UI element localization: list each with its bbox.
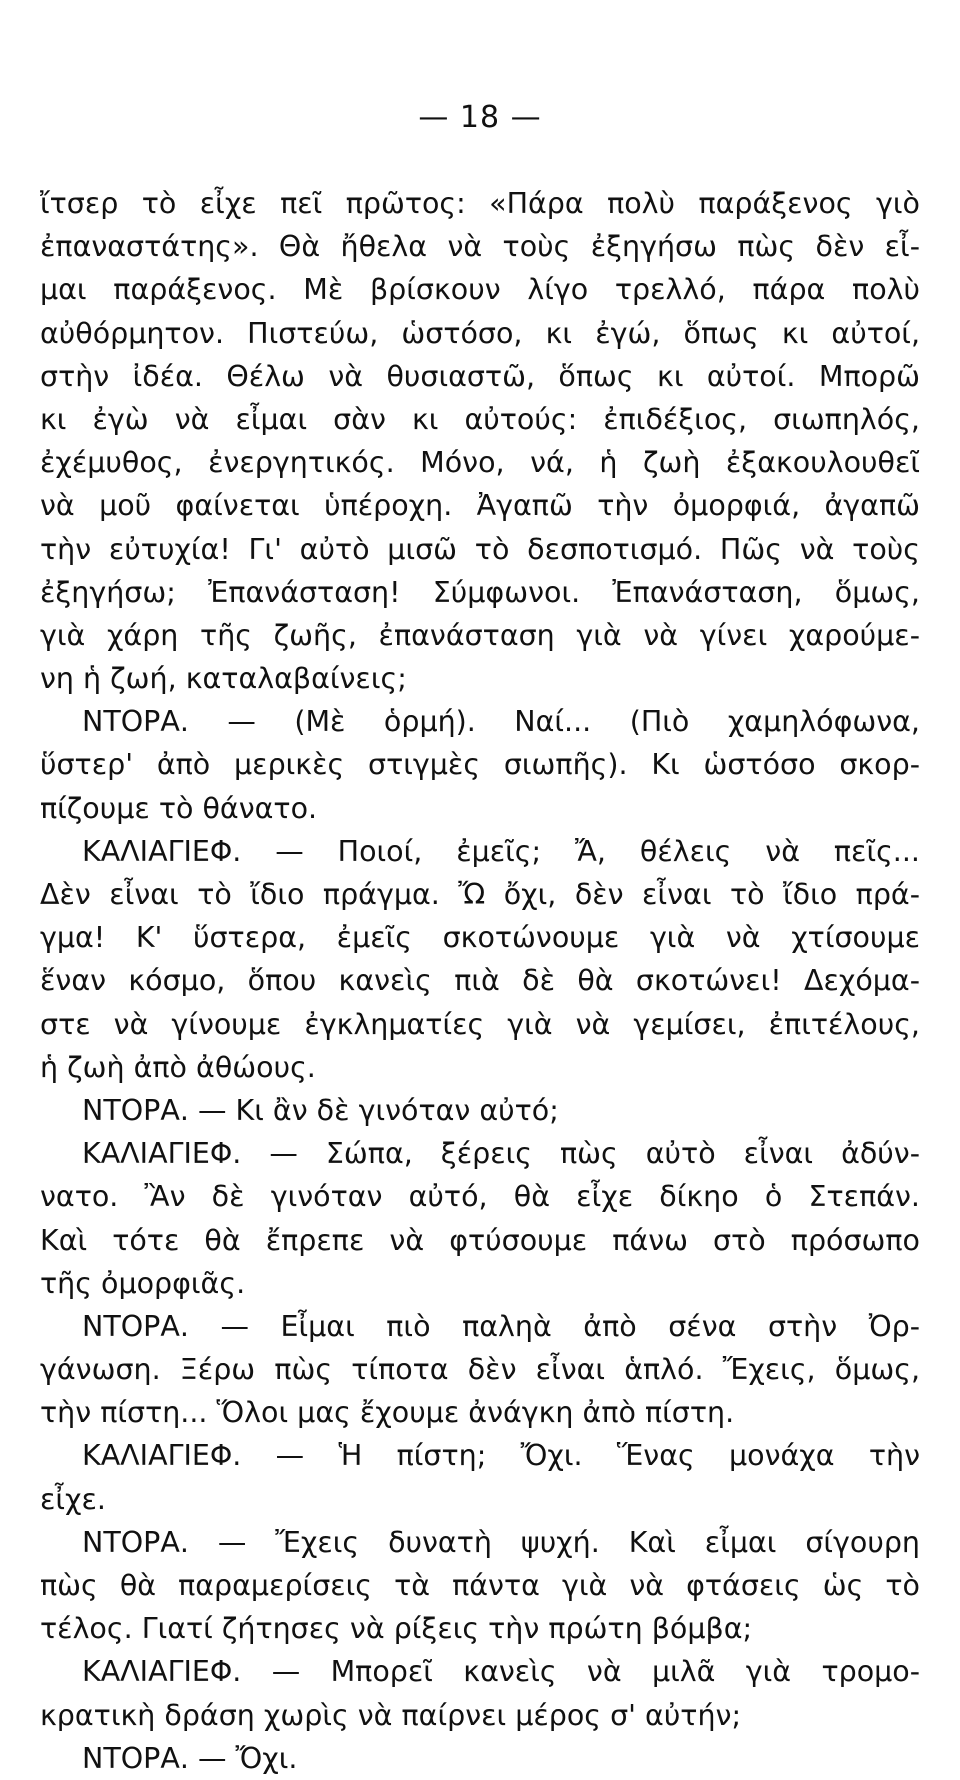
text-line: Καὶ τότε θὰ ἔπρεπε νὰ φτύσουμε πάνω στὸ πρόσωπο: [40, 1223, 920, 1257]
text-line: ἕναν κόσμο, ὅπου κανεὶς πιὰ δὲ θὰ σκοτώνει! Δεχόμα-: [40, 964, 920, 998]
dialogue-line: ΝΤΟΡΑ. — Ὄχι.: [82, 1741, 298, 1775]
text-line: εἶχε.: [40, 1482, 106, 1516]
dialogue-line: ΚΑΛΙΑΓΙΕΦ. — Μπορεῖ κανεὶς νὰ μιλᾶ γιὰ τρομο-: [82, 1655, 920, 1689]
text-line: ὕστερ' ἀπὸ μερικὲς στιγμὲς σιωπῆς). Κι ὡστόσο σκορ-: [40, 748, 920, 782]
text-line: ἴτσερ τὸ εἶχε πεῖ πρῶτος: «Πάρα πολὺ παράξενος γιὸ: [40, 187, 920, 220]
page-number: — 18 —: [418, 100, 542, 135]
text-line: ἐπαναστάτης». Θὰ ἤθελα νὰ τοὺς ἐξηγήσω πὼς δὲν εἶ-: [40, 230, 920, 264]
text-line: τὴν πίστη... Ὅλοι μας ἔχουμε ἀνάγκη ἀπὸ πίστη.: [40, 1396, 735, 1430]
text-line: πίζουμε τὸ θάνατο.: [40, 791, 318, 825]
text-line: γιὰ χάρη τῆς ζωῆς, ἐπανάσταση γιὰ νὰ γίνει χαρούμε-: [40, 618, 920, 652]
text-line: πὼς θὰ παραμερίσεις τὰ πάντα γιὰ νὰ φτάσεις ὡς τὸ: [40, 1569, 920, 1602]
text-line: νη ἡ ζωή, καταλαβαίνεις;: [40, 662, 407, 696]
dialogue-line: ΝΤΟΡΑ. — (Μὲ ὁρμή). Ναί... (Πιὸ χαμηλόφωνα,: [82, 705, 920, 739]
dialogue-line: ΚΑΛΙΑΓΙΕΦ. — Σώπα, ξέρεις πὼς αὐτὸ εἶναι ἀδύν-: [82, 1137, 920, 1171]
dialogue-line: ΝΤΟΡΑ. — Εἶμαι πιὸ παληὰ ἀπὸ σένα στὴν Ὀρ-: [82, 1309, 920, 1343]
dialogue-line: ΝΤΟΡΑ. — Κι ἂν δὲ γινόταν αὐτό;: [82, 1093, 559, 1127]
text-line: ἐχέμυθος, ἐνεργητικός. Μόνο, νά, ἡ ζωὴ ἐξακουλουθεῖ: [40, 446, 920, 480]
text-line: τῆς ὀμορφιᾶς.: [40, 1266, 246, 1300]
text-line: νατο. Ἂν δὲ γινόταν αὐτό, θὰ εἶχε δίκηο ὁ Στεπάν.: [40, 1180, 920, 1214]
text-line: αὐθόρμητον. Πιστεύω, ὡστόσο, κι ἐγώ, ὅπως κι αὐτοί,: [40, 316, 920, 350]
text-line: τέλος. Γιατί ζήτησες νὰ ρίξεις τὴν πρώτη βόμβα;: [40, 1612, 753, 1646]
body-text: [40, 182, 920, 1780]
text-line: κρατικὴ δράση χωρὶς νὰ παίρνει μέρος σ' αὐτήν;: [40, 1698, 742, 1732]
text-line: μαι παράξενος. Μὲ βρίσκουν λίγο τρελλό, πάρα πολὺ: [40, 273, 920, 307]
text-line: στε νὰ γίνουμε ἐγκληματίες γιὰ νὰ γεμίσει, ἐπιτέλους,: [40, 1007, 920, 1041]
text-line: γμα! Κ' ὕστερα, ἐμεῖς σκοτώνουμε γιὰ νὰ χτίσουμε: [40, 921, 920, 955]
dialogue-line: ΚΑΛΙΑΓΙΕΦ. — Ἡ πίστη; Ὄχι. Ἕνας μονάχα τὴν: [82, 1439, 920, 1473]
text-line: τὴν εὐτυχία! Γι' αὐτὸ μισῶ τὸ δεσποτισμό. Πῶς νὰ τοὺς: [40, 532, 920, 566]
text-line: ἐξηγήσω; Ἐπανάσταση! Σύμφωνοι. Ἐπανάσταση, ὅμως,: [40, 575, 920, 609]
dialogue-line: ΝΤΟΡΑ. — Ἔχεις δυνατὴ ψυχή. Καὶ εἶμαι σίγουρη: [82, 1525, 920, 1559]
text-line: Δὲν εἶναι τὸ ἴδιο πράγμα. Ὤ ὄχι, δὲν εἶναι τὸ ἴδιο πρά-: [40, 878, 920, 911]
text-line: γάνωση. Ξέρω πὼς τίποτα δὲν εἶναι ἁπλό. Ἔχεις, ὅμως,: [40, 1353, 920, 1387]
dialogue-line: ΚΑΛΙΑΓΙΕΦ. — Ποιοί, ἐμεῖς; Ἄ, θέλεις νὰ πεῖς...: [82, 834, 920, 868]
text-line: στὴν ἰδέα. Θέλω νὰ θυσιαστῶ, ὅπως κι αὐτοί. Μπορῶ: [40, 359, 920, 393]
text-line: νὰ μοῦ φαίνεται ὑπέροχη. Ἀγαπῶ τὴν ὀμορφιά, ἀγαπῶ: [40, 489, 920, 523]
text-line: ἡ ζωὴ ἀπὸ ἀθώους.: [40, 1050, 316, 1084]
text-line: κι ἐγὼ νὰ εἶμαι σὰν κι αὐτούς: ἐπιδέξιος, σιωπηλός,: [40, 402, 920, 436]
